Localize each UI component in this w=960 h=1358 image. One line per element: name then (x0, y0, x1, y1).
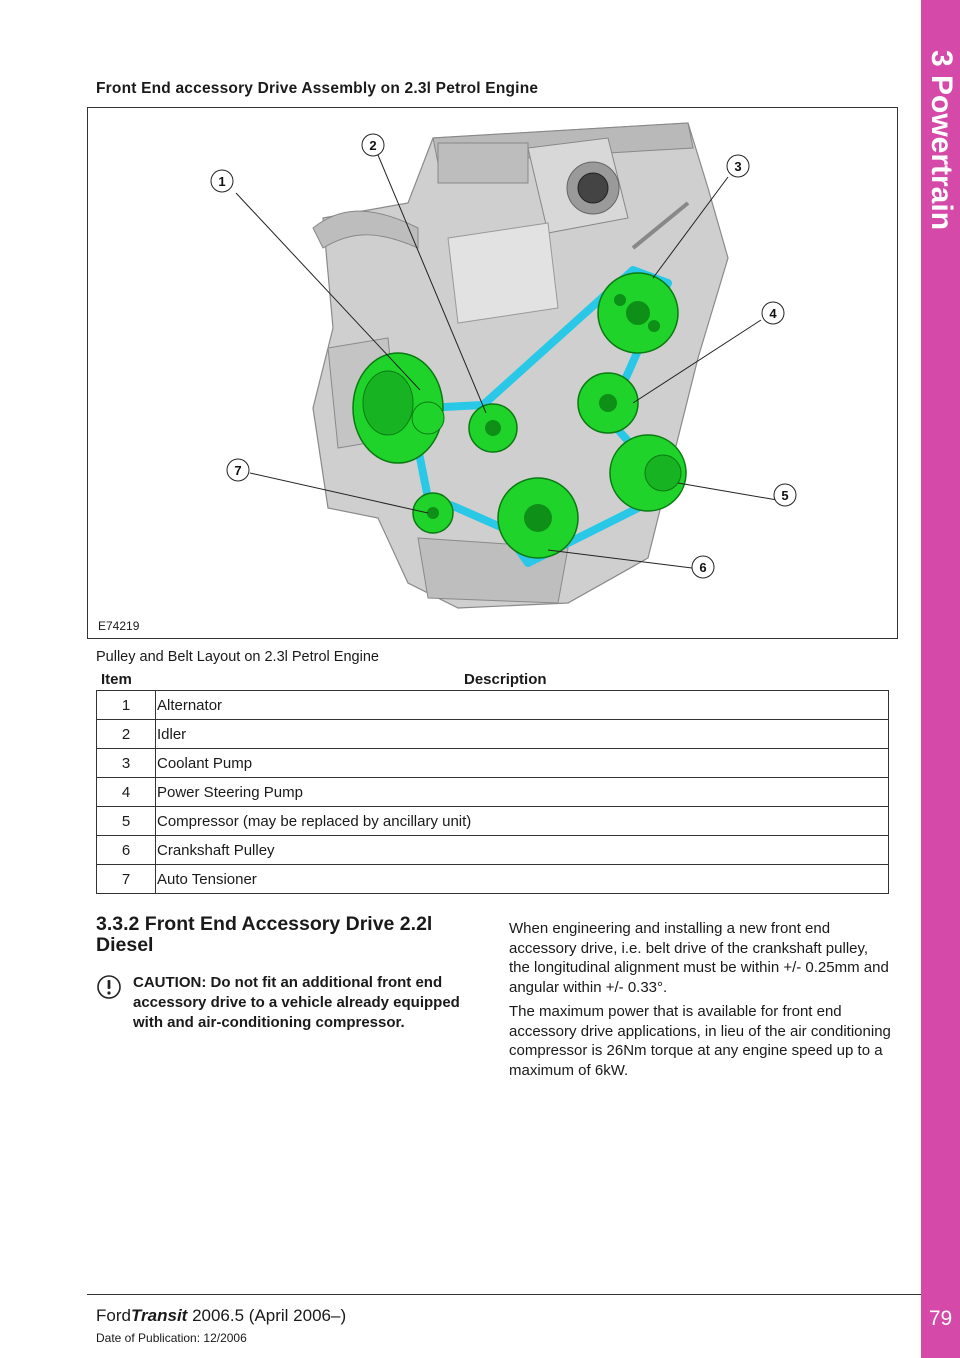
item-description: Crankshaft Pulley (156, 836, 889, 865)
callout-4 (762, 302, 784, 324)
power-steering-pump-pulley (578, 373, 638, 433)
engine-figure (87, 107, 898, 639)
table-row (97, 691, 889, 720)
svg-text:4: 4 (769, 306, 777, 321)
footer-edition: 2006.5 (April 2006–) (187, 1306, 347, 1325)
item-description: Auto Tensioner (156, 865, 889, 894)
alternator (353, 353, 444, 463)
callout-6 (692, 556, 714, 578)
page-number: 79 (928, 1307, 953, 1330)
svg-text:2: 2 (369, 138, 377, 153)
callout-7 (227, 459, 249, 481)
table-row (97, 778, 889, 807)
section-heading: 3.3.2 Front End Accessory Drive 2.2l Diesel (96, 913, 433, 956)
item-number: 5 (97, 807, 156, 836)
item-description: Coolant Pump (156, 749, 889, 778)
item-description: Compressor (may be replaced by ancillary unit) (156, 807, 889, 836)
figure-code: E74219 (98, 619, 140, 633)
table-row (97, 865, 889, 894)
item-number: 6 (97, 836, 156, 865)
item-number: 3 (97, 749, 156, 778)
callout-1 (211, 170, 233, 192)
caution-text: CAUTION: Do not fit an additional front end accessory drive to a vehicle already equipped with and air-conditioning compressor. (133, 974, 460, 1031)
svg-text:6: 6 (699, 560, 707, 575)
auto-tensioner (413, 493, 453, 533)
idler-pulley (469, 404, 517, 452)
table-row (97, 749, 889, 778)
item-number: 7 (97, 865, 156, 894)
table-header-item: Item (101, 671, 132, 688)
table-row (97, 720, 889, 749)
item-description: Power Steering Pump (156, 778, 889, 807)
parts-table (96, 690, 889, 894)
table-row (97, 836, 889, 865)
publication-date: Date of Publication: 12/2006 (96, 1331, 247, 1345)
svg-text:7: 7 (234, 463, 242, 478)
callout-5 (774, 484, 796, 506)
sidebar-section-title: 3 Powertrain (924, 49, 958, 231)
item-number: 1 (97, 691, 156, 720)
figure-caption: Pulley and Belt Layout on 2.3l Petrol Engine (96, 649, 379, 665)
item-number: 4 (97, 778, 156, 807)
callout-3 (727, 155, 749, 177)
footer-title (96, 1306, 346, 1326)
crankshaft-pulley (498, 478, 578, 558)
engine-illustration (88, 108, 897, 638)
table-header-description: Description (464, 671, 547, 688)
callout-2 (362, 134, 384, 156)
svg-text:3: 3 (734, 159, 742, 174)
table-row (97, 807, 889, 836)
item-description: Alternator (156, 691, 889, 720)
svg-text:5: 5 (781, 488, 789, 503)
coolant-pump-pulley (598, 273, 678, 353)
body-paragraph-1: When engineering and installing a new front end accessory drive, i.e. belt drive of the crankshaft pulley, the longitudinal alignment must be within +/- 0.25mm and angular within +/- 0.33°. (509, 920, 889, 996)
item-description: Idler (156, 720, 889, 749)
body-paragraph-2: The maximum power that is available for front end accessory drive applications, in lieu of the air conditioning compressor is 26Nm torque at any engine speed up to a maximum of 6kW. (509, 1003, 891, 1079)
footer-divider (87, 1294, 921, 1295)
caution-icon (96, 974, 122, 1000)
footer-model: Transit (130, 1306, 188, 1325)
svg-text:1: 1 (218, 174, 226, 189)
compressor (610, 435, 686, 511)
footer-brand: Ford (96, 1306, 131, 1325)
item-number: 2 (97, 720, 156, 749)
figure-title: Front End accessory Drive Assembly on 2.3l Petrol Engine (96, 80, 539, 97)
